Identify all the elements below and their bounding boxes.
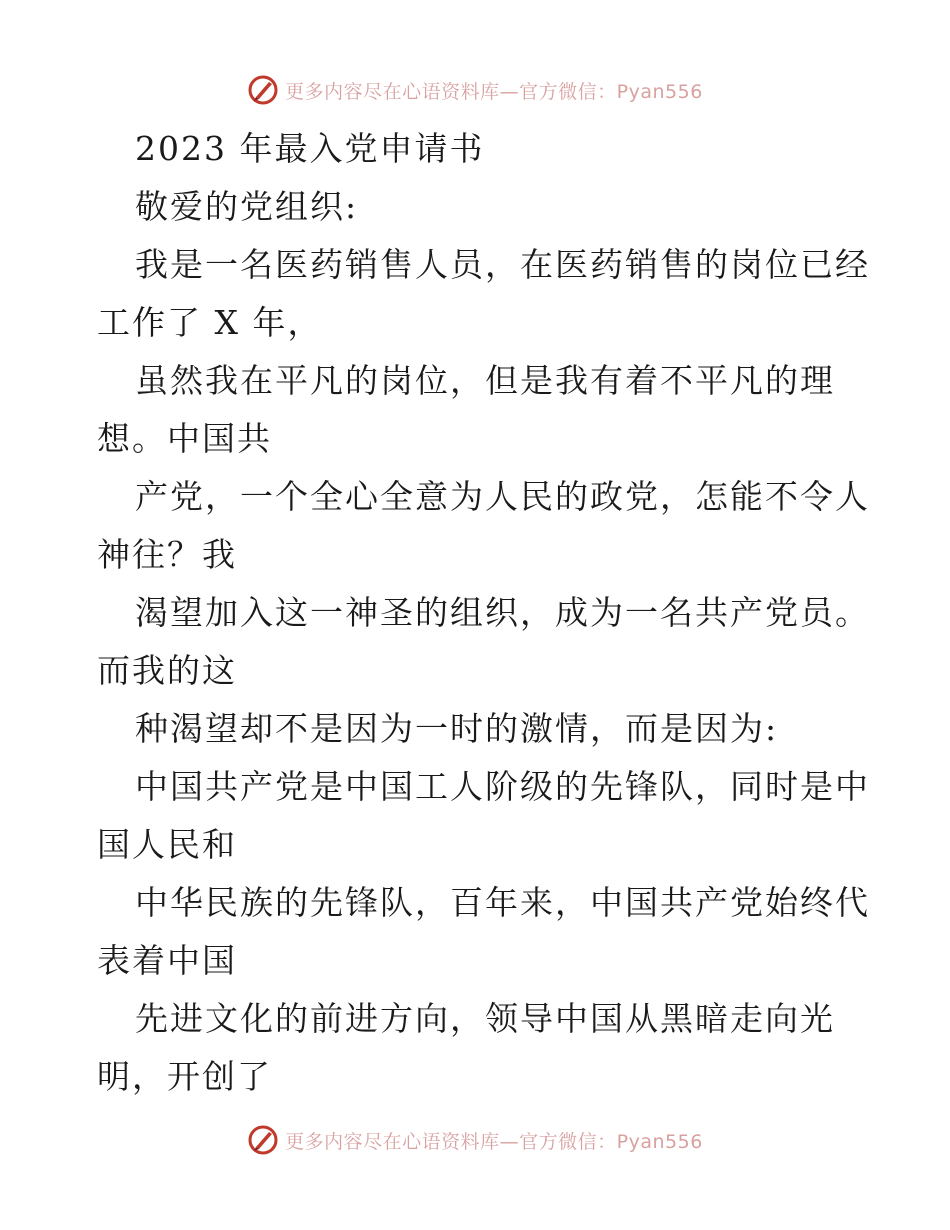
text-line: 想。中国共 — [97, 419, 272, 458]
text-line: 表着中国 — [97, 941, 237, 980]
quill-pen-circle-logo — [247, 74, 279, 106]
text-line: 产党，一个全心全意为人民的政党，怎能不令人 — [135, 477, 870, 516]
text-line: 明，开创了 — [97, 1057, 272, 1096]
text-line: 敬爱的党组织: — [135, 187, 359, 226]
quill-pen-circle-logo — [247, 1124, 279, 1156]
text-line: 种渴望却不是因为一时的激情，而是因为: — [135, 709, 779, 748]
watermark-text: 更多内容尽在心语资料库—官方微信：Pyan556 — [285, 1130, 703, 1153]
text-line: 工作了 X 年， — [97, 303, 323, 342]
header-watermark — [0, 70, 950, 110]
text-line: 国人民和 — [97, 825, 237, 864]
text-line: 我是一名医药销售人员，在医药销售的岗位已经 — [135, 245, 870, 284]
text-line: 先进文化的前进方向，领导中国从黑暗走向光 — [135, 999, 835, 1038]
watermark-text: 更多内容尽在心语资料库—官方微信：Pyan556 — [285, 80, 703, 103]
text-line: 神往？我 — [97, 535, 237, 574]
document-body — [97, 120, 870, 1106]
text-line: 渴望加入这一神圣的组织，成为一名共产党员。 — [135, 593, 870, 632]
text-line: 而我的这 — [97, 651, 237, 690]
text-line: 中华民族的先锋队，百年来，中国共产党始终代 — [135, 883, 870, 922]
text-line: 虽然我在平凡的岗位，但是我有着不平凡的理 — [135, 361, 835, 400]
footer-watermark — [0, 1120, 950, 1160]
text-line: 中国共产党是中国工人阶级的先锋队，同时是中 — [135, 767, 870, 806]
text-line: 2023 年最入党申请书 — [135, 129, 485, 168]
